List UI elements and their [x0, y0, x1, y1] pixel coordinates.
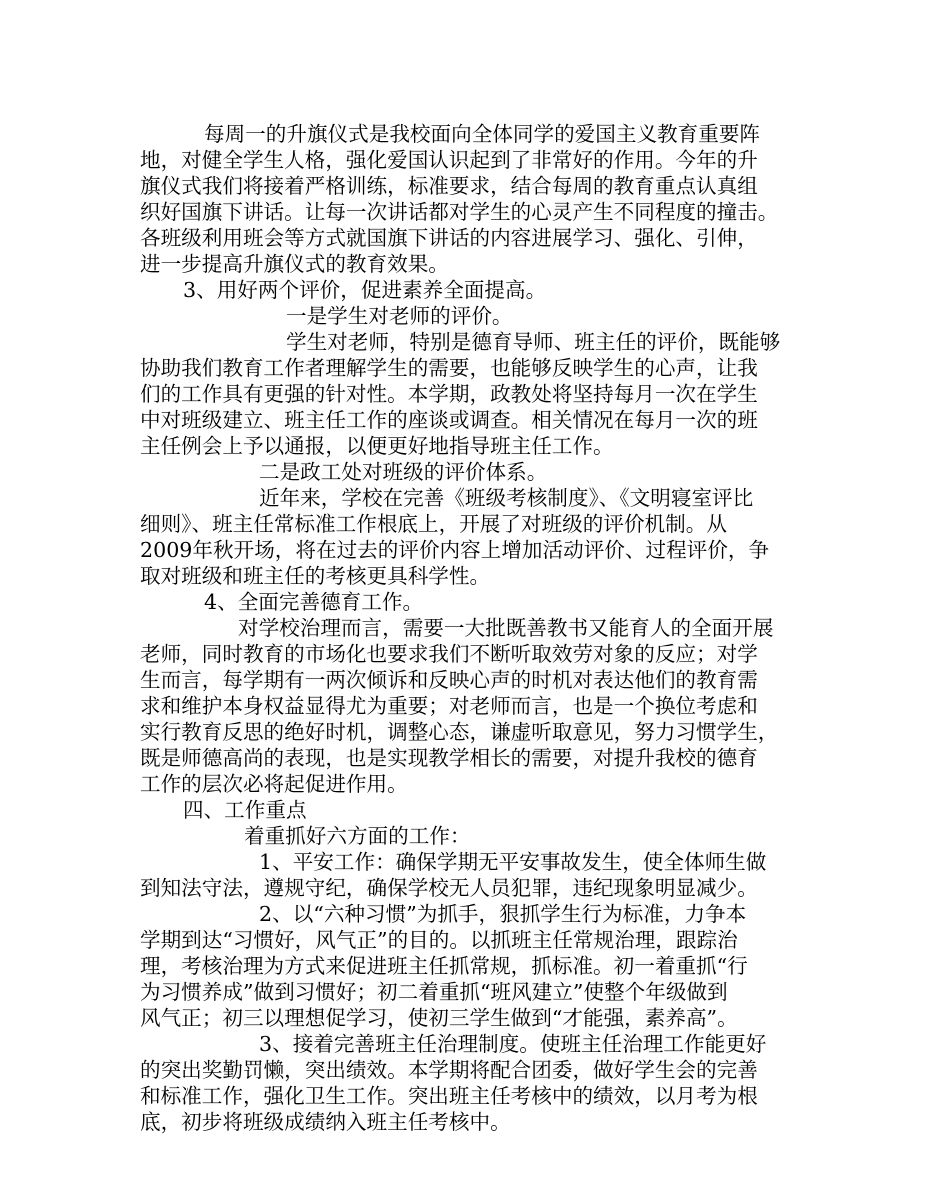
text-line: 进一步提高升旗仪式的教育效果。 [140, 252, 449, 276]
text-line: 风气正；初三以理想促学习，使初三学生做到“才能强，素养高”。 [140, 1006, 738, 1030]
subheading: 一是学生对老师的评价。 [286, 304, 513, 328]
text-line: 地，对健全学生人格，强化爱国认识起到了非常好的作用。今年的升 [140, 148, 758, 172]
text-line: 每周一的升旗仪式是我校面向全体同学的爱国主义教育重要阵 [204, 122, 761, 146]
text-line: 旗仪式我们将接着严格训练，标准要求，结合每周的教育重点认真组 [140, 174, 758, 198]
text-line: 各班级利用班会等方式就国旗下讲话的内容进展学习、强化、引伸， [140, 226, 758, 250]
text-line: 为习惯养成”做到习惯好；初二着重抓“班风建立”使整个年级做到 [140, 980, 728, 1004]
text-line: 们的工作具有更强的针对性。本学期，政教处将坚持每月一次在学生 [140, 382, 758, 406]
text-line: 既是师德高尚的表现，也是实现教学相长的需要，对提升我校的德育 [140, 746, 758, 770]
text-line: 老师，同时教育的市场化也要求我们不断听取效劳对象的反应；对学 [140, 642, 758, 666]
section-heading: 四、工作重点 [183, 798, 307, 822]
text-line: 2、以“六种习惯”为抓手，狠抓学生行为标准，力争本 [259, 902, 747, 926]
text-line: 工作的层次必将起促进作用。 [140, 772, 408, 796]
text-line: 学期到达“习惯好，风气正”的目的。以抓班主任常规治理，跟踪治 [140, 928, 738, 952]
text-line: 协助我们教育工作者理解学生的需要，也能够反映学生的心声，让我 [140, 356, 758, 380]
section-heading: 4、全面完善德育工作。 [204, 590, 424, 614]
text-line: 取对班级和班主任的考核更具科学性。 [140, 564, 491, 588]
text-line: 1、平安工作：确保学期无平安事故发生，使全体师生做 [259, 850, 767, 874]
text-line: 到知法守法，遵规守纪，确保学校无人员犯罪，违纪现象明显减少。 [140, 876, 758, 900]
text-line: 底，初步将班级成绩纳入班主任考核中。 [140, 1110, 511, 1134]
text-line: 和标准工作，强化卫生工作。突出班主任考核中的绩效，以月考为根 [140, 1084, 758, 1108]
text-line: 实行教育反思的绝好时机，调整心态，谦虚听取意见，努力习惯学生， [140, 720, 779, 744]
text-line: 学生对老师，特别是德育导师、班主任的评价，既能够 [286, 330, 781, 354]
subheading: 着重抓好六方面的工作： [244, 824, 471, 848]
text-line: 近年来，学校在完善《班级考核制度》、《文明寝室评比 [259, 486, 754, 510]
text-line: 主任例会上予以通报，以便更好地指导班主任工作。 [140, 434, 614, 458]
subheading: 二是政工处对班级的评价体系。 [259, 460, 548, 484]
text-line: 2009年秋开场，将在过去的评价内容上增加活动评价、过程评价，争 [140, 538, 770, 562]
text-line: 3、接着完善班主任治理制度。使班主任治理工作能更好 [259, 1032, 767, 1056]
text-line: 中对班级建立、班主任工作的座谈或调查。相关情况在每月一次的班 [140, 408, 758, 432]
text-line: 生而言，每学期有一两次倾诉和反映心声的时机对表达他们的教育需 [140, 668, 758, 692]
text-line: 理，考核治理为方式来促进班主任抓常规，抓标准。初一着重抓“行 [140, 954, 748, 978]
text-line: 求和维护本身权益显得尤为重要；对老师而言，也是一个换位考虑和 [140, 694, 758, 718]
text-line: 织好国旗下讲话。让每一次讲话都对学生的心灵产生不同程度的撞击。 [140, 200, 779, 224]
text-line: 的突出奖勤罚懒，突出绩效。本学期将配合团委，做好学生会的完善 [140, 1058, 758, 1082]
text-line: 对学校治理而言，需要一大批既善教书又能育人的全面开展 [238, 616, 774, 640]
section-heading: 3、用好两个评价，促进素养全面提高。 [183, 278, 547, 302]
text-line: 细则》、班主任常标准工作根底上，开展了对班级的评价机制。从 [140, 512, 727, 536]
